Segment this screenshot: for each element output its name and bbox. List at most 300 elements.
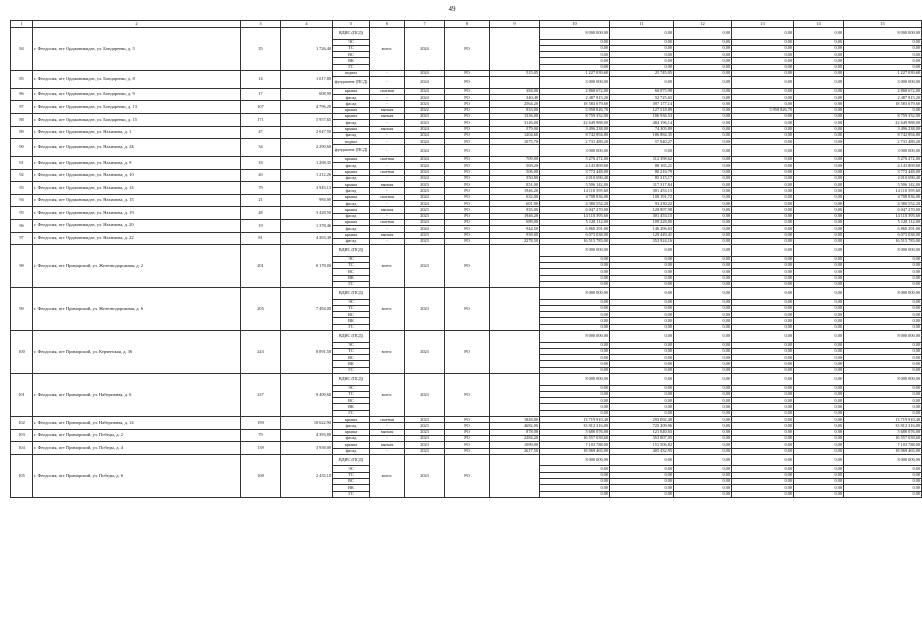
volume-cell: 1946,20 <box>490 188 540 194</box>
amount-cell: 0,00 <box>794 232 844 238</box>
amount-cell: 0,00 <box>844 281 922 287</box>
work-type: ВК <box>333 58 370 64</box>
year-cell: 2023 <box>405 429 445 435</box>
work-type: ЭС <box>333 466 370 472</box>
volume-cell <box>490 28 540 71</box>
amount-cell: 6 860 291,00 <box>540 226 610 232</box>
row-number: 103 <box>11 429 33 442</box>
address-cell: г. Феодосия, пгт Приморский, ул. Набережная, д. 6 <box>33 374 241 417</box>
work-type: крыша <box>333 88 370 94</box>
amount-cell: 0,00 <box>794 281 844 287</box>
amount-cell: 0,00 <box>844 107 922 113</box>
address-cell: г. Феодосия, пгт Орджоникидзе, ул. Бондаренко, д. 15 <box>33 113 241 126</box>
amount-cell: 0,00 <box>674 107 732 113</box>
row-number: 85 <box>11 70 33 88</box>
amount-cell: 0,00 <box>732 472 794 478</box>
amount-cell: 0,00 <box>674 232 732 238</box>
fund-cell: РО <box>445 139 490 145</box>
amount-cell: 0,00 <box>732 126 794 132</box>
fund-cell: РО <box>445 429 490 435</box>
amount-cell: 0,00 <box>674 70 732 76</box>
amount-cell: 0,00 <box>674 385 732 391</box>
amount-cell: 109 228,00 <box>610 219 674 225</box>
amount-cell: 8 000 000,00 <box>540 245 610 257</box>
volume-cell: 3126,00 <box>490 120 540 126</box>
amount-cell: 100 191,72 <box>610 194 674 200</box>
year-cell: 2023 <box>405 423 445 429</box>
amount-cell: 0,00 <box>610 269 674 275</box>
amount-cell: 57 940,27 <box>610 139 674 145</box>
amount-cell: 0,00 <box>540 299 610 305</box>
amount-cell: 0,00 <box>732 435 794 441</box>
year-cell: 2024 <box>405 169 445 175</box>
volume-cell <box>490 374 540 417</box>
amount-cell: 0,00 <box>540 404 610 410</box>
amount-cell: 4 143 869,60 <box>844 163 922 169</box>
amount-cell: 16 557 039,60 <box>844 435 922 441</box>
work-type: ЭС <box>333 39 370 45</box>
amount-cell: 0,00 <box>540 361 610 367</box>
work-type: крыша <box>333 107 370 113</box>
work-type: подвал <box>333 70 370 76</box>
amount-cell: 18 969 465,00 <box>540 448 610 454</box>
amount-cell: 0,00 <box>674 188 732 194</box>
fund-cell: РО <box>445 88 490 94</box>
amount-cell: 0,00 <box>844 391 922 397</box>
amount-cell: 0,00 <box>674 269 732 275</box>
amount-cell: 3 496 238,00 <box>540 126 610 132</box>
amount-cell: 0,00 <box>674 281 732 287</box>
work-type: ТС <box>333 472 370 478</box>
amount-cell: 0,00 <box>794 404 844 410</box>
amount-cell: 0,00 <box>732 374 794 386</box>
year-cell: 2023 <box>405 454 445 497</box>
amount-cell: 0,00 <box>540 391 610 397</box>
amount-cell: 0,00 <box>844 39 922 45</box>
work-type: ЭС <box>333 256 370 262</box>
amount-cell: 0,00 <box>540 64 610 70</box>
amount-cell: 0,00 <box>732 95 794 101</box>
amount-cell: 397 177,14 <box>610 101 674 107</box>
work-type: ВС <box>333 478 370 484</box>
fund-cell: РО <box>445 126 490 132</box>
amount-cell: 0,00 <box>794 312 844 318</box>
fund-cell: РО <box>445 107 490 113</box>
address-cell: г. Феодосия, пгт Орджоникидзе, ул. Бондаренко, д. 8 <box>33 70 241 88</box>
amount-cell: 0,00 <box>610 145 674 157</box>
material-cell: всего: <box>370 374 405 417</box>
amount-cell: 0,00 <box>674 194 732 200</box>
amount-cell: 0,00 <box>610 77 674 89</box>
amount-cell: 0,00 <box>794 348 844 354</box>
amount-cell: 8 000 000,00 <box>540 331 610 343</box>
work-type: фасад <box>333 213 370 219</box>
amount-cell: 0,00 <box>674 478 732 484</box>
year-cell: 2023 <box>405 207 445 213</box>
amount-cell: 0,00 <box>844 410 922 416</box>
amount-cell: 5 680 076,00 <box>540 429 610 435</box>
amount-cell: 14 110 595,60 <box>540 188 610 194</box>
material-cell: - <box>370 120 405 126</box>
capital-repair-table <box>10 20 922 498</box>
amount-cell: 0,00 <box>540 348 610 354</box>
amount-cell: 0,00 <box>610 466 674 472</box>
amount-cell: 0,00 <box>674 288 732 300</box>
amount-cell: 0,00 <box>794 318 844 324</box>
amount-cell: 0,00 <box>540 410 610 416</box>
amount-cell: 0,00 <box>540 58 610 64</box>
material-cell: всего: <box>370 454 405 497</box>
amount-cell: 0,00 <box>674 305 732 311</box>
amount-cell: 0,00 <box>674 28 732 40</box>
amount-cell: 0,00 <box>794 182 844 188</box>
column-number-10: 10 <box>540 21 610 28</box>
amount-cell: 353 807,05 <box>610 435 674 441</box>
amount-cell: 0,00 <box>794 70 844 76</box>
amount-cell: 0,00 <box>732 485 794 491</box>
amount-cell: 88 165,21 <box>610 163 674 169</box>
material-cell: скатная <box>370 88 405 94</box>
address-cell: г. Феодосия, пгт Приморский, ул. Победы, д. 4 <box>33 442 241 455</box>
amount-cell: 0,00 <box>732 163 794 169</box>
year-cell: 2024 <box>405 145 445 157</box>
work-type: ЭС <box>333 342 370 348</box>
amount-cell: 0,00 <box>610 331 674 343</box>
work-type: ГС <box>333 410 370 416</box>
table-row <box>11 288 922 300</box>
amount-cell: 93 230,22 <box>610 201 674 207</box>
amount-cell: 0,00 <box>794 429 844 435</box>
amount-cell: 0,00 <box>610 52 674 58</box>
amount-cell: 0,00 <box>794 305 844 311</box>
amount-cell: 0,00 <box>794 331 844 343</box>
amount-cell: 0,00 <box>844 58 922 64</box>
amount-cell: 0,00 <box>844 466 922 472</box>
work-type: ВДИС (ПСД) <box>333 245 370 257</box>
work-type: ТС <box>333 45 370 51</box>
work-type: ВДИС (ПСД) <box>333 288 370 300</box>
amount-cell: 0,00 <box>540 472 610 478</box>
amount-cell: 0,00 <box>732 269 794 275</box>
address-cell: г. Феодосия, пгт Орджоникидзе, ул. Бондаренко, д. 13 <box>33 101 241 114</box>
building-area: 608,90 <box>281 88 333 101</box>
year-cell: 2024 <box>405 132 445 138</box>
residents-count: 21 <box>241 194 281 207</box>
year-cell: 2024 <box>405 70 445 76</box>
work-type: ВДИС (ПСД) <box>333 454 370 466</box>
amount-cell: 0,00 <box>844 361 922 367</box>
amount-cell: 0,00 <box>794 101 844 107</box>
amount-cell: 0,00 <box>844 269 922 275</box>
amount-cell: 0,00 <box>732 139 794 145</box>
building-area: 4 393,80 <box>281 429 333 442</box>
material-cell: скатная <box>370 156 405 162</box>
row-number: 87 <box>11 101 33 114</box>
amount-cell: 18 583 679,60 <box>540 101 610 107</box>
volume-cell: 2284,20 <box>490 435 540 441</box>
fund-cell: РО <box>445 232 490 238</box>
amount-cell: 1 227 039,60 <box>540 70 610 76</box>
row-number: 104 <box>11 442 33 455</box>
material-cell: скатная <box>370 169 405 175</box>
amount-cell: 0,00 <box>794 163 844 169</box>
amount-cell: 0,00 <box>732 132 794 138</box>
amount-cell: 0,00 <box>794 485 844 491</box>
amount-cell: 18 969 465,00 <box>844 448 922 454</box>
material-cell: - <box>370 70 405 76</box>
amount-cell: 0,00 <box>844 318 922 324</box>
column-number-5: 5 <box>333 21 370 28</box>
amount-cell: 0,00 <box>540 342 610 348</box>
volume-cell: 944,50 <box>490 226 540 232</box>
amount-cell: 0,00 <box>674 491 732 497</box>
amount-cell: 0,00 <box>674 52 732 58</box>
amount-cell: 0,00 <box>674 312 732 318</box>
amount-cell: 0,00 <box>844 485 922 491</box>
address-cell: г. Феодосия, пгт Орджоникидзе, ул. Нахимова, д. 14 <box>33 182 241 195</box>
row-number: 93 <box>11 182 33 195</box>
amount-cell: 0,00 <box>674 262 732 268</box>
amount-cell: 0,00 <box>674 64 732 70</box>
amount-cell: 0,00 <box>732 226 794 232</box>
amount-cell: 0,00 <box>732 410 794 416</box>
fund-cell: РО <box>445 95 490 101</box>
amount-cell: 0,00 <box>794 448 844 454</box>
amount-cell: 0,00 <box>540 367 610 373</box>
year-cell: 2024 <box>405 175 445 181</box>
amount-cell: 0,00 <box>732 491 794 497</box>
amount-cell: 0,00 <box>540 398 610 404</box>
amount-cell: 0,00 <box>674 466 732 472</box>
work-type: фасад <box>333 448 370 454</box>
year-cell: 2023 <box>405 182 445 188</box>
table-row <box>11 245 922 257</box>
amount-cell: 14 110 595,60 <box>844 188 922 194</box>
address-cell: г. Феодосия, пгт Орджоникидзе, ул. Нахимова, д. 1 <box>33 126 241 139</box>
amount-cell: 0,00 <box>610 374 674 386</box>
amount-cell: 3 000 000,00 <box>844 77 922 89</box>
work-type: фасад <box>333 175 370 181</box>
row-number: 92 <box>11 169 33 182</box>
amount-cell: 13 719 910,40 <box>540 417 610 423</box>
work-type: крыша <box>333 194 370 200</box>
work-type: крыша <box>333 182 370 188</box>
row-number: 86 <box>11 88 33 101</box>
material-cell: - <box>370 238 405 244</box>
amount-cell: 0,00 <box>674 213 732 219</box>
amount-cell: 0,00 <box>844 348 922 354</box>
work-type: ВДИС (ПСД) <box>333 374 370 386</box>
amount-cell: 0,00 <box>732 213 794 219</box>
year-cell: 2024 <box>405 201 445 207</box>
amount-cell: 0,00 <box>732 429 794 435</box>
address-cell: г. Феодосия, пгт Орджоникидзе, ул. Нахимова, д. 15 <box>33 194 241 207</box>
amount-cell: 0,00 <box>732 466 794 472</box>
amount-cell: 3 000 000,00 <box>540 145 610 157</box>
amount-cell: 8 742 894,80 <box>844 132 922 138</box>
amount-cell: 0,00 <box>674 238 732 244</box>
material-cell: - <box>370 423 405 429</box>
amount-cell: 0,00 <box>610 478 674 484</box>
building-area: 2 435,10 <box>281 454 333 497</box>
year-cell: 2024 <box>405 77 445 89</box>
residents-count: 201 <box>241 245 281 288</box>
amount-cell: 0,00 <box>732 385 794 391</box>
material-cell: всего: <box>370 28 405 71</box>
amount-cell: 8 000 000,00 <box>844 28 922 40</box>
building-area: 1 726,40 <box>281 28 333 71</box>
amount-cell: 3 772 448,00 <box>844 169 922 175</box>
amount-cell: 3 000 000,00 <box>844 145 922 157</box>
amount-cell: 0,00 <box>732 448 794 454</box>
work-type: ВДИС (ПСД) <box>333 28 370 40</box>
amount-cell: 0,00 <box>732 367 794 373</box>
amount-cell: 16 557 039,60 <box>540 435 610 441</box>
volume-cell: 1075,70 <box>490 139 540 145</box>
work-type: ГС <box>333 367 370 373</box>
fund-cell: РО <box>445 448 490 454</box>
residents-count: 79 <box>241 182 281 195</box>
material-cell: - <box>370 188 405 194</box>
amount-cell: 0,00 <box>610 367 674 373</box>
building-area: 3 428,50 <box>281 207 333 220</box>
amount-cell: 7 103 788,00 <box>844 442 922 448</box>
amount-cell: 74 305,89 <box>610 126 674 132</box>
amount-cell: 8 000 000,00 <box>844 454 922 466</box>
work-type: ВК <box>333 404 370 410</box>
work-type: ВК <box>333 361 370 367</box>
amount-cell: 0,00 <box>794 188 844 194</box>
amount-cell: 2 487 815,20 <box>844 95 922 101</box>
amount-cell: 0,00 <box>732 262 794 268</box>
year-cell: 2024 <box>405 88 445 94</box>
amount-cell: 0,00 <box>674 454 732 466</box>
amount-cell: 0,00 <box>674 342 732 348</box>
amount-cell: 0,00 <box>794 491 844 497</box>
amount-cell: 0,00 <box>674 126 732 132</box>
work-type: ТС <box>333 391 370 397</box>
amount-cell: 0,00 <box>674 448 732 454</box>
amount-cell: 0,00 <box>540 385 610 391</box>
amount-cell: 0,00 <box>674 156 732 162</box>
amount-cell: 0,00 <box>732 58 794 64</box>
amount-cell: 0,00 <box>794 275 844 281</box>
amount-cell: 0,00 <box>674 318 732 324</box>
amount-cell: 4 708 836,00 <box>540 194 610 200</box>
fund-cell: РО <box>445 213 490 219</box>
column-number-13: 13 <box>732 21 794 28</box>
year-cell: 2024 <box>405 163 445 169</box>
amount-cell: 0,00 <box>732 28 794 40</box>
fund-cell: РО <box>445 201 490 207</box>
volume-cell: 4682,00 <box>490 423 540 429</box>
amount-cell: 0,00 <box>540 478 610 484</box>
year-cell: 2024 <box>405 95 445 101</box>
amount-cell: 352 924,16 <box>610 238 674 244</box>
amount-cell: 0,00 <box>674 275 732 281</box>
amount-cell: 0,00 <box>674 132 732 138</box>
work-type: крыша <box>333 126 370 132</box>
residents-count: 139 <box>241 442 281 455</box>
amount-cell: 0,00 <box>794 374 844 386</box>
fund-cell: РО <box>445 226 490 232</box>
residents-count: 79 <box>241 429 281 442</box>
amount-cell: 0,00 <box>794 213 844 219</box>
year-cell: 2023 <box>405 232 445 238</box>
work-type: крыша <box>333 442 370 448</box>
work-type: ЭС <box>333 385 370 391</box>
amount-cell: 0,00 <box>844 256 922 262</box>
year-cell: 2023 <box>405 331 445 374</box>
amount-cell: 8 000 000,00 <box>844 288 922 300</box>
amount-cell: 0,00 <box>794 367 844 373</box>
amount-cell: 0,00 <box>610 391 674 397</box>
amount-cell: 0,00 <box>732 245 794 257</box>
amount-cell: 0,00 <box>794 324 844 330</box>
volume-cell: 1099,00 <box>490 442 540 448</box>
row-number: 102 <box>11 417 33 430</box>
amount-cell: 2 868 672,00 <box>844 88 922 94</box>
residents-count: 237 <box>241 374 281 417</box>
address-cell: г. Феодосия, пгт Орджоникидзе, ул. Нахимова, д. 22 <box>33 232 241 245</box>
address-cell: г. Феодосия, пгт Приморский, ул. Победы, д. 6 <box>33 454 241 497</box>
year-cell: 2024 <box>405 126 445 132</box>
fund-cell: РО <box>445 70 490 76</box>
row-number: 97 <box>11 232 33 245</box>
building-area: 984,00 <box>281 194 333 207</box>
material-cell: - <box>370 435 405 441</box>
amount-cell: 5 958 826,70 <box>540 107 610 113</box>
amount-cell: 0,00 <box>674 219 732 225</box>
work-type: крыша <box>333 207 370 213</box>
amount-cell: 0,00 <box>732 219 794 225</box>
material-cell: всего: <box>370 245 405 288</box>
column-number-9: 9 <box>490 21 540 28</box>
amount-cell: 6 860 291,00 <box>844 226 922 232</box>
fund-cell: РО <box>445 120 490 126</box>
work-type: фасад <box>333 101 370 107</box>
volume-cell: 709,00 <box>490 156 540 162</box>
amount-cell: 0,00 <box>844 355 922 361</box>
amount-cell: 16 515 783,00 <box>540 238 610 244</box>
amount-cell: 0,00 <box>794 342 844 348</box>
material-cell: - <box>370 226 405 232</box>
amount-cell: 0,00 <box>610 361 674 367</box>
building-area: 5 957,65 <box>281 113 333 126</box>
amount-cell: 0,00 <box>844 472 922 478</box>
building-area: 1 378,46 <box>281 219 333 232</box>
amount-cell: 0,00 <box>844 491 922 497</box>
work-type: ГС <box>333 324 370 330</box>
amount-cell: 0,00 <box>732 175 794 181</box>
year-cell: 2023 <box>405 120 445 126</box>
amount-cell: 0,00 <box>610 454 674 466</box>
address-cell: г. Феодосия, пгт Орджоникидзе, ул. Нахимова, д. 2Б <box>33 139 241 157</box>
material-cell: - <box>370 201 405 207</box>
amount-cell: 0,00 <box>610 281 674 287</box>
year-cell: 2024 <box>405 194 445 200</box>
amount-cell: 0,00 <box>844 45 922 51</box>
year-cell: 2023 <box>405 113 445 119</box>
work-type: ВС <box>333 312 370 318</box>
row-number: 89 <box>11 126 33 139</box>
amount-cell: 0,00 <box>732 423 794 429</box>
fund-cell: РО <box>445 245 490 288</box>
volume-cell: 1848,80 <box>490 417 540 423</box>
amount-cell: 0,00 <box>540 355 610 361</box>
amount-cell: 0,00 <box>732 182 794 188</box>
amount-cell: 0,00 <box>610 39 674 45</box>
